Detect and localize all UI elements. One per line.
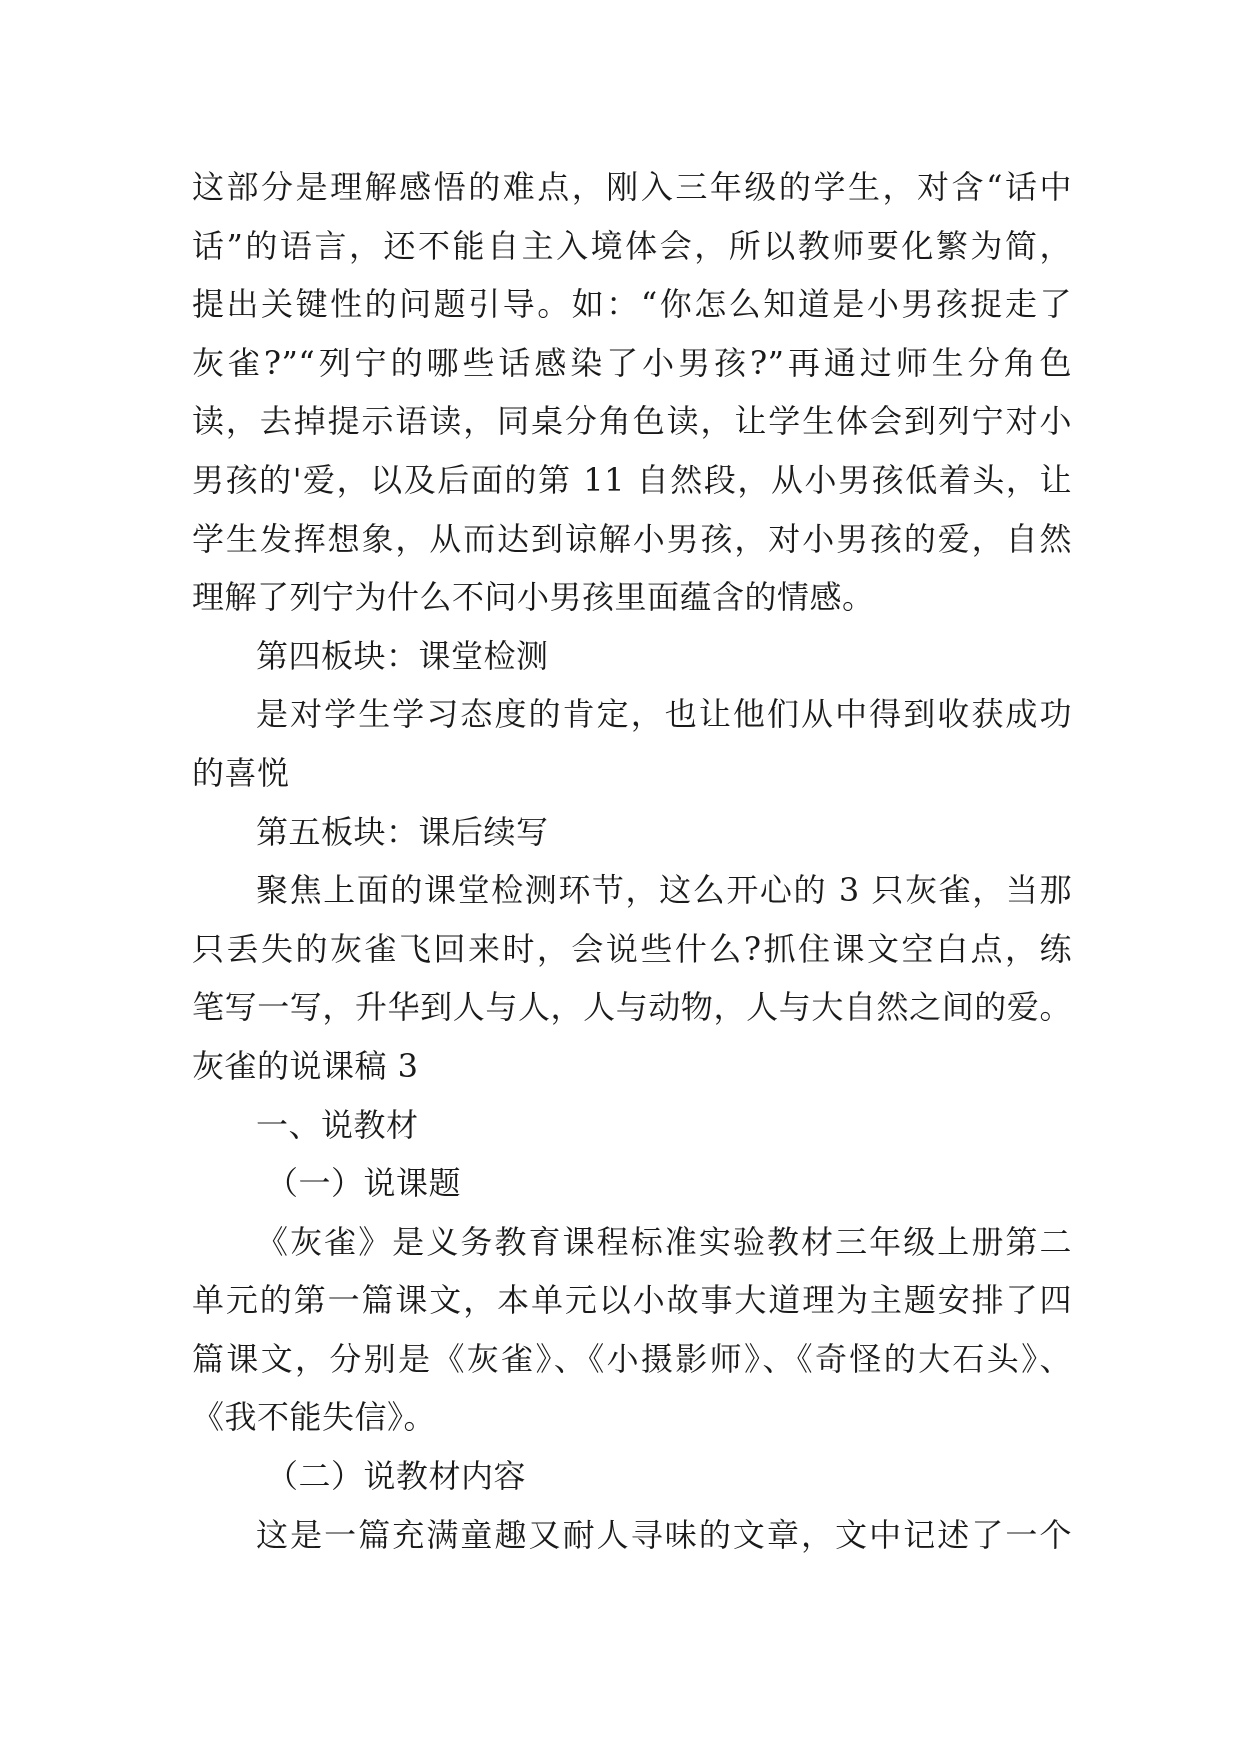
document-title: 灰雀的说课稿 3 <box>192 1046 419 1085</box>
text-line: 读，去掉提示语读，同桌分角色读，让学生体会到列宁对小 <box>192 402 1072 441</box>
text-line: 聚焦上面的课堂检测环节，这么开心的 3 只灰雀，当那 <box>256 871 1072 910</box>
subsection-heading: （二）说教材内容 <box>266 1457 527 1496</box>
subsection-heading: （一）说课题 <box>266 1164 462 1203</box>
document-body <box>192 158 1072 1564</box>
section-heading: 第五板块：课后续写 <box>256 812 549 851</box>
text-line: 只丢失的灰雀飞回来时，会说些什么?抓住课文空白点，练 <box>192 929 1072 968</box>
text-line: 单元的第一篇课文，本单元以小故事大道理为主题安排了四 <box>192 1281 1072 1320</box>
text-line: 《灰雀》是义务教育课程标准实验教材三年级上册第二 <box>256 1222 1072 1261</box>
text-line: 这是一篇充满童趣又耐人寻味的文章，文中记述了一个 <box>256 1515 1072 1554</box>
text-line: 灰雀?”“列宁的哪些话感染了小男孩?”再通过师生分角色 <box>192 343 1072 382</box>
text-line: 话”的语言，还不能自主入境体会，所以教师要化繁为简， <box>192 226 1072 265</box>
text-line: 这部分是理解感悟的难点，刚入三年级的学生，对含“话中 <box>192 168 1072 206</box>
text-line: 学生发挥想象，从而达到谅解小男孩，对小男孩的爱，自然 <box>192 519 1072 558</box>
text-line: 提出关键性的问题引导。如：“你怎么知道是小男孩捉走了 <box>192 285 1072 324</box>
section-heading: 第四板块：课堂检测 <box>256 636 549 675</box>
text-line: 是对学生学习态度的肯定，也让他们从中得到收获成功 <box>256 695 1072 734</box>
text-line: 的喜悦 <box>192 753 290 792</box>
section-heading: 一、说教材 <box>256 1105 419 1144</box>
text-line: 篇课文，分别是《灰雀》、《小摄影师》、《奇怪的大石头》、 <box>192 1339 1072 1378</box>
text-line: 笔写一写，升华到人与人，人与动物，人与大自然之间的爱。 <box>192 988 1072 1027</box>
text-line: 男孩的'爱，以及后面的第 11 自然段，从小男孩低着头，让 <box>192 460 1072 499</box>
text-line: 理解了列宁为什么不问小男孩里面蕴含的情感。 <box>192 578 875 617</box>
text-line: 《我不能失信》。 <box>192 1398 437 1437</box>
